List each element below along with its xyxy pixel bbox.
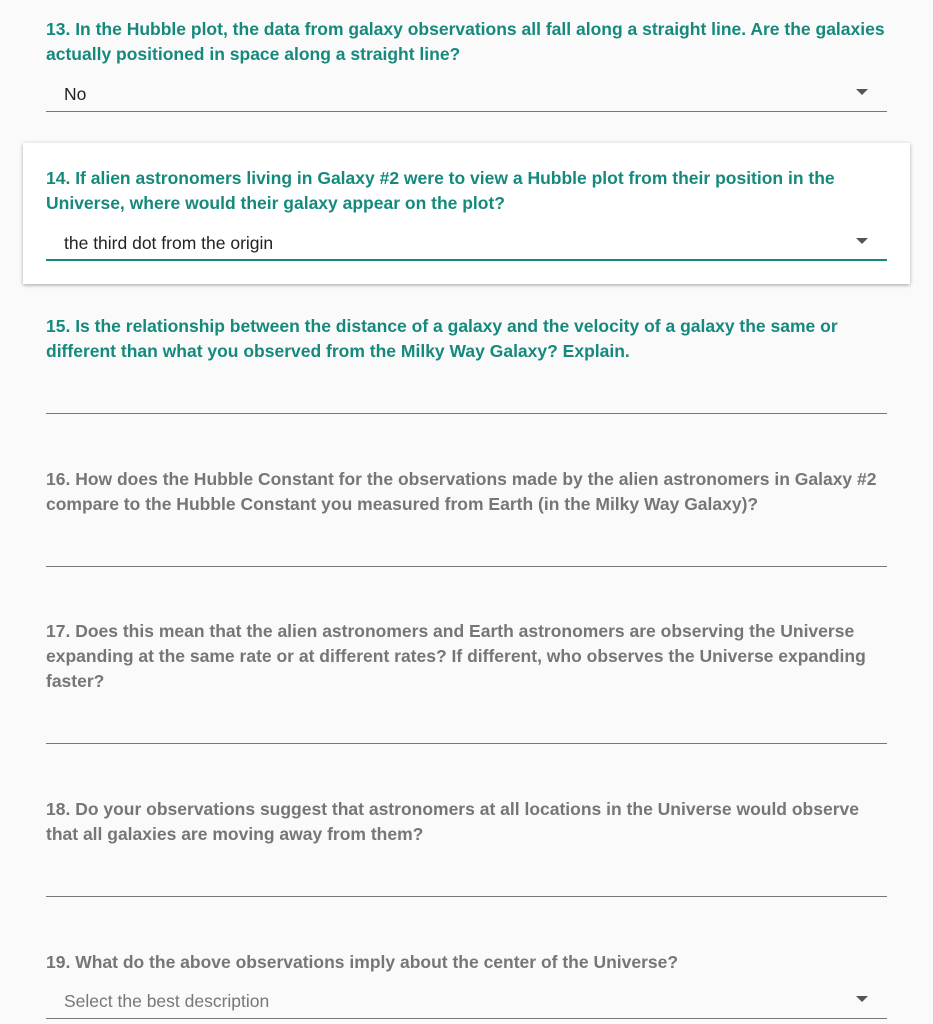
question-19-placeholder: Select the best description [64, 991, 270, 1011]
question-14-selected-value: the third dot from the origin [64, 233, 274, 253]
question-18-text: 18. Do your observations suggest that astronomers at all locations in the Universe would observe that all galaxies are moving away from them? [46, 799, 859, 844]
question-16-text: 16. How does the Hubble Constant for the observations made by the alien astronomers in Galaxy #2 compare to the Hubble Constant you measured from Earth (in the Milky Way Galaxy)? [46, 469, 877, 514]
question-18-answer-field[interactable] [46, 896, 887, 897]
question-14-text: 14. If alien astronomers living in Galaxy #2 were to view a Hubble plot from their position in the Universe, where would their galaxy appear on the plot? [46, 168, 835, 213]
question-19-text: 19. What do the above observations imply about the center of the Universe? [46, 952, 679, 972]
question-13-select[interactable] [46, 76, 887, 112]
question-17-text: 17. Does this mean that the alien astronomers and Earth astronomers are observing the Universe expanding at the same rate or at different rates? If different, who observes the Universe expanding faster? [46, 621, 866, 691]
question-15-text: 15. Is the relationship between the distance of a galaxy and the velocity of a galaxy the same or different than what you observed from the Milky Way Galaxy? Explain. [46, 316, 838, 361]
question-17-answer-field[interactable] [46, 743, 887, 744]
question-19-select[interactable] [46, 983, 887, 1019]
question-16-answer-field[interactable] [46, 566, 887, 567]
dropdown-arrow-icon [856, 996, 868, 1002]
question-13-text: 13. In the Hubble plot, the data from galaxy observations all fall along a straight line. Are the galaxies actually positioned in space along a straight line? [46, 19, 885, 64]
dropdown-arrow-icon [856, 89, 868, 95]
question-15-answer-field[interactable] [46, 413, 887, 414]
question-14-select[interactable] [46, 225, 887, 261]
dropdown-arrow-icon [856, 238, 868, 244]
question-13-selected-value: No [64, 84, 87, 104]
